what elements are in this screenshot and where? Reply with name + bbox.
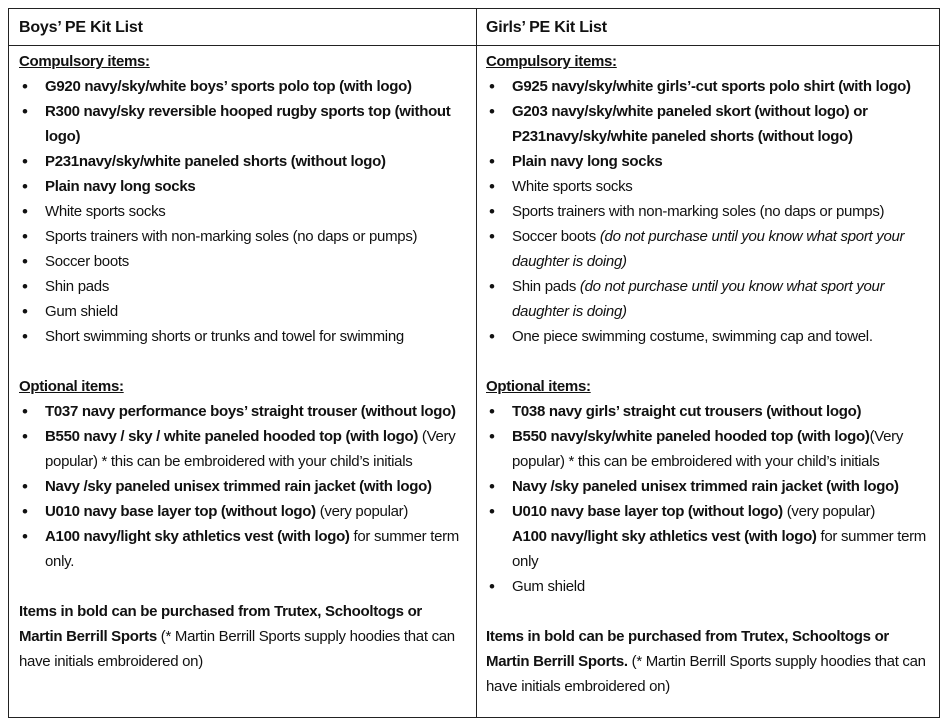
list-item: • Gum shield: [486, 574, 931, 599]
list-item: • G920 navy/sky/white boys’ sports polo top (with logo): [19, 74, 464, 99]
list-item: • B550 navy/sky/white paneled hooded top (with logo)(Very popular) * this can be embroidered with your child’s initials: [486, 424, 931, 474]
list-item: • Shin pads: [19, 274, 464, 299]
boys-purchase-note: Items in bold can be purchased from Trutex, Schooltogs or Martin Berrill Sports (* Martin Berrill Sports supply hoodies that can have initials embroidered on): [19, 603, 455, 670]
girls-purchase-note: Items in bold can be purchased from Trutex, Schooltogs or Martin Berrill Sports. (* Martin Berrill Sports supply hoodies that can have initials embroidered on): [486, 628, 926, 695]
list-item: • Gum shield: [19, 299, 464, 324]
boys-compulsory-title: Compulsory items:: [19, 53, 150, 70]
list-item: • Soccer boots (do not purchase until you know what sport your daughter is doing): [486, 224, 931, 274]
list-item: • Sports trainers with non-marking soles (no daps or pumps): [486, 199, 931, 224]
list-item: • G203 navy/sky/white paneled skort (without logo) or P231navy/sky/white paneled shorts (without logo): [486, 99, 931, 149]
list-item: • Sports trainers with non-marking soles (no daps or pumps): [19, 224, 464, 249]
girls-compulsory-list: [486, 74, 931, 349]
boys-optional-title: Optional items:: [19, 378, 124, 395]
list-item: • B550 navy / sky / white paneled hooded top (with logo) (Very popular) * this can be embroidered with your child’s initials: [19, 424, 464, 474]
boys-column: [19, 49, 464, 674]
list-item: • T038 navy girls’ straight cut trousers (without logo): [486, 399, 931, 424]
girls-compulsory-title: Compulsory items:: [486, 53, 617, 70]
list-item: • Shin pads (do not purchase until you know what sport your daughter is doing): [486, 274, 931, 324]
boys-compulsory-list: [19, 74, 464, 349]
header-divider: [9, 45, 939, 46]
list-item: • T037 navy performance boys’ straight trouser (without logo): [19, 399, 464, 424]
kit-list-table: [8, 8, 940, 718]
boys-optional-list: [19, 399, 464, 574]
girls-optional-list: [486, 399, 931, 599]
list-item: • A100 navy/light sky athletics vest (with logo) for summer term only.: [19, 524, 464, 574]
list-item: • G925 navy/sky/white girls’-cut sports polo shirt (with logo): [486, 74, 931, 99]
list-item: • White sports socks: [486, 174, 931, 199]
list-item: • P231navy/sky/white paneled shorts (without logo): [19, 149, 464, 174]
column-divider: [476, 9, 477, 717]
list-item: • Plain navy long socks: [486, 149, 931, 174]
list-item: • One piece swimming costume, swimming cap and towel.: [486, 324, 931, 349]
list-item: • U010 navy base layer top (without logo) (very popular) A100 navy/light sky athletics vest (with logo) for summer term only: [486, 499, 931, 574]
list-item: • Short swimming shorts or trunks and towel for swimming: [19, 324, 464, 349]
girls-column: [486, 49, 931, 699]
list-item: • Soccer boots: [19, 249, 464, 274]
girls-heading: Girls’ PE Kit List: [486, 19, 607, 36]
list-item: • Plain navy long socks: [19, 174, 464, 199]
girls-optional-title: Optional items:: [486, 378, 591, 395]
list-item: • U010 navy base layer top (without logo) (very popular): [19, 499, 464, 524]
list-item: • Navy /sky paneled unisex trimmed rain jacket (with logo): [486, 474, 931, 499]
list-item: • Navy /sky paneled unisex trimmed rain jacket (with logo): [19, 474, 464, 499]
list-item: • White sports socks: [19, 199, 464, 224]
list-item: • R300 navy/sky reversible hooped rugby sports top (without logo): [19, 99, 464, 149]
boys-heading: Boys’ PE Kit List: [19, 19, 143, 36]
